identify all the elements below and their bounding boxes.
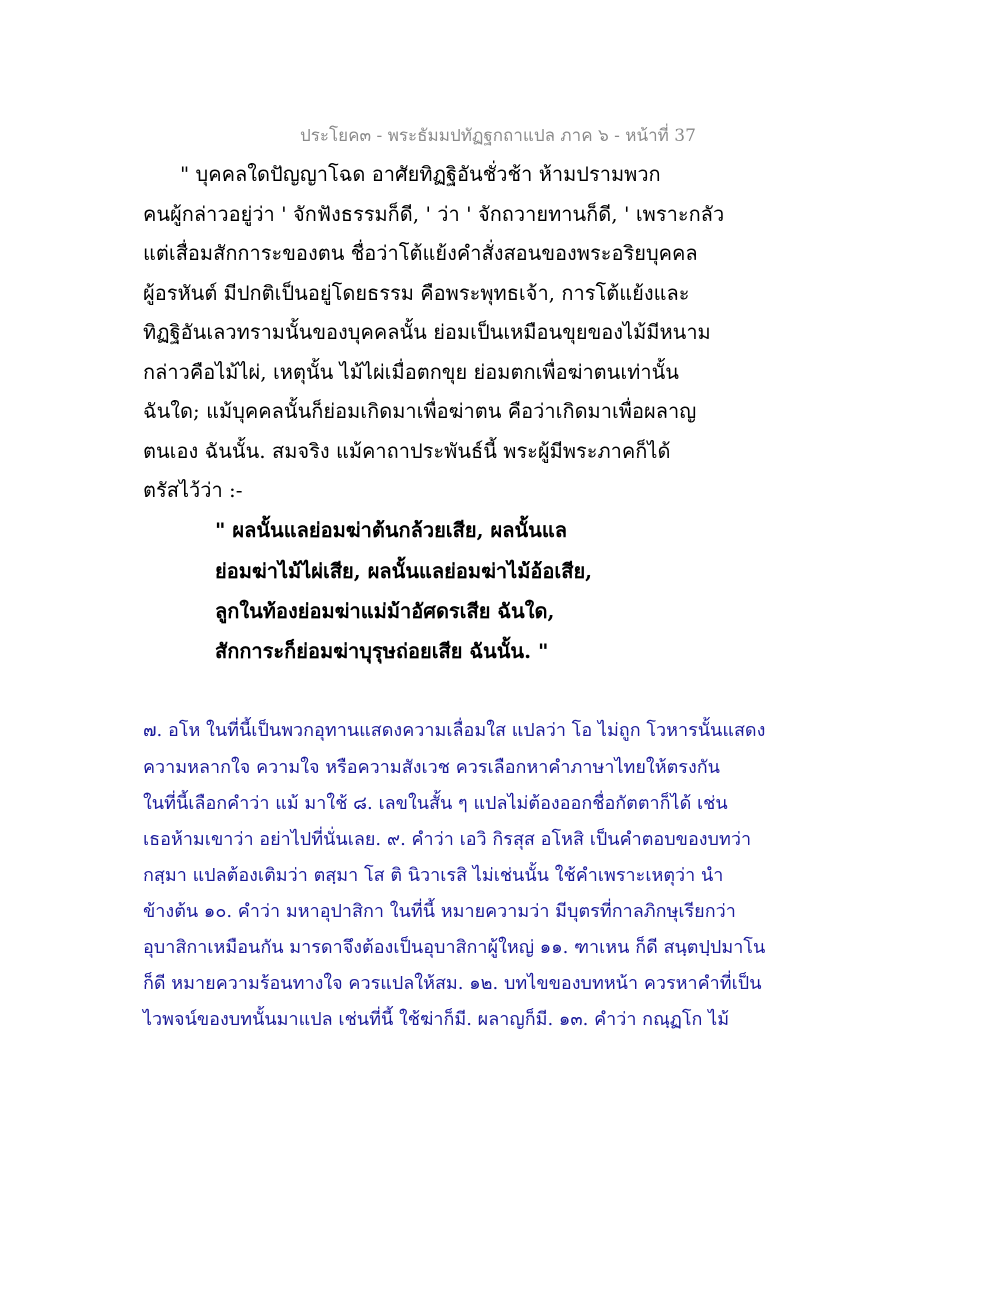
body-line: " บุคคลใดปัญญาโฉด อาศัยทิฏฐิอันชั่วช้า ห้ามปรามพวก bbox=[180, 162, 661, 186]
footnote-line: กสฺมา แปลต้องเติมว่า ตสฺมา โส ติ นิวาเรสิ ไม่เช่นนั้น ใช้คำเพราะเหตุว่า นำ bbox=[143, 865, 724, 886]
page-header: ประโยค๓ - พระธัมมปทัฏฐกถาแปล ภาค ๖ - หน้าที่ 37 bbox=[300, 126, 696, 146]
body-line: ตนเอง ฉันนั้น. สมจริง แม้คาถาประพันธ์นี้ พระผู้มีพระภาคก็ได้ bbox=[143, 439, 671, 463]
verse-line: ย่อมฆ่าไม้ไผ่เสีย, ผลนั้นแลย่อมฆ่าไม้อ้อเสีย, bbox=[215, 559, 593, 583]
footnote-line: อุบาสิกาเหมือนกัน มารดาจึงต้องเป็นอุบาสิกาผู้ใหญ่ ๑๑. ฑาเหน ก็ดี สนฺตปฺปมาโน bbox=[143, 937, 766, 958]
verse-line: " ผลนั้นแลย่อมฆ่าต้นกล้วยเสีย, ผลนั้นแล bbox=[215, 518, 567, 542]
body-line: ผู้อรหันต์ มีปกติเป็นอยู่โดยธรรม คือพระพุทธเจ้า, การโต้แย้งและ bbox=[143, 281, 690, 305]
body-line: กล่าวคือไม้ไผ่, เหตุนั้น ไม้ไผ่เมื่อตกขุย ย่อมตกเพื่อฆ่าตนเท่านั้น bbox=[143, 360, 679, 384]
footnote-line: ก็ดี หมายความร้อนทางใจ ควรแปลให้สม. ๑๒. บทไขของบทหน้า ควรหาคำที่เป็น bbox=[143, 973, 762, 994]
footnote-line: ๗. อโห ในที่นี้เป็นพวกอุทานแสดงความเลื่อมใส แปลว่า โอ ไม่ถูก โวหารนั้นแสดง bbox=[143, 720, 766, 741]
body-line: ฉันใด; แม้บุคคลนั้นก็ย่อมเกิดมาเพื่อฆ่าตน คือว่าเกิดมาเพื่อผลาญ bbox=[143, 399, 697, 423]
footnote-line: ไวพจน์ของบทนั้นมาแปล เช่นที่นี้ ใช้ฆ่าก็มี. ผลาญก็มี. ๑๓. คำว่า กณฺฏโก ไม้ bbox=[143, 1009, 730, 1030]
footnote-line: เธอห้ามเขาว่า อย่าไปที่นั่นเลย. ๙. คำว่า เอวิ กิรสุส อโหสิ เป็นคำตอบของบทว่า bbox=[143, 829, 752, 850]
body-line: ทิฏฐิอันเลวทรามนั้นของบุคคลนั้น ย่อมเป็นเหมือนขุยของไม้มีหนาม bbox=[143, 320, 711, 344]
footnote-line: ข้างต้น ๑๐. คำว่า มหาอุปาสิกา ในที่นี้ หมายความว่า มีบุตรที่กาลภิกษุเรียกว่า bbox=[143, 901, 736, 922]
footnote-line: ความหลากใจ ความใจ หรือความสังเวช ควรเลือกหาคำภาษาไทยให้ตรงกัน bbox=[143, 757, 720, 778]
footnote-line: ในที่นี้เลือกคำว่า แม้ มาใช้ ๘. เลขในสั้น ๆ แปลไม่ต้องออกชื่อกัตตาก็ได้ เช่น bbox=[143, 793, 728, 814]
body-line: แต่เสื่อมสักการะของตน ชื่อว่าโต้แย้งคำสั่งสอนของพระอริยบุคคล bbox=[143, 241, 698, 265]
body-line: ตรัสไว้ว่า :- bbox=[143, 478, 243, 502]
verse-line: สักการะก็ย่อมฆ่าบุรุษถ่อยเสีย ฉันนั้น. " bbox=[215, 639, 549, 663]
verse-line: ลูกในท้องย่อมฆ่าแม่ม้าอัศดรเสีย ฉันใด, bbox=[215, 599, 555, 623]
body-line: คนผู้กล่าวอยู่ว่า ' จักฟังธรรมก็ดี, ' ว่า ' จักถวายทานก็ดี, ' เพราะกลัว bbox=[143, 202, 725, 226]
